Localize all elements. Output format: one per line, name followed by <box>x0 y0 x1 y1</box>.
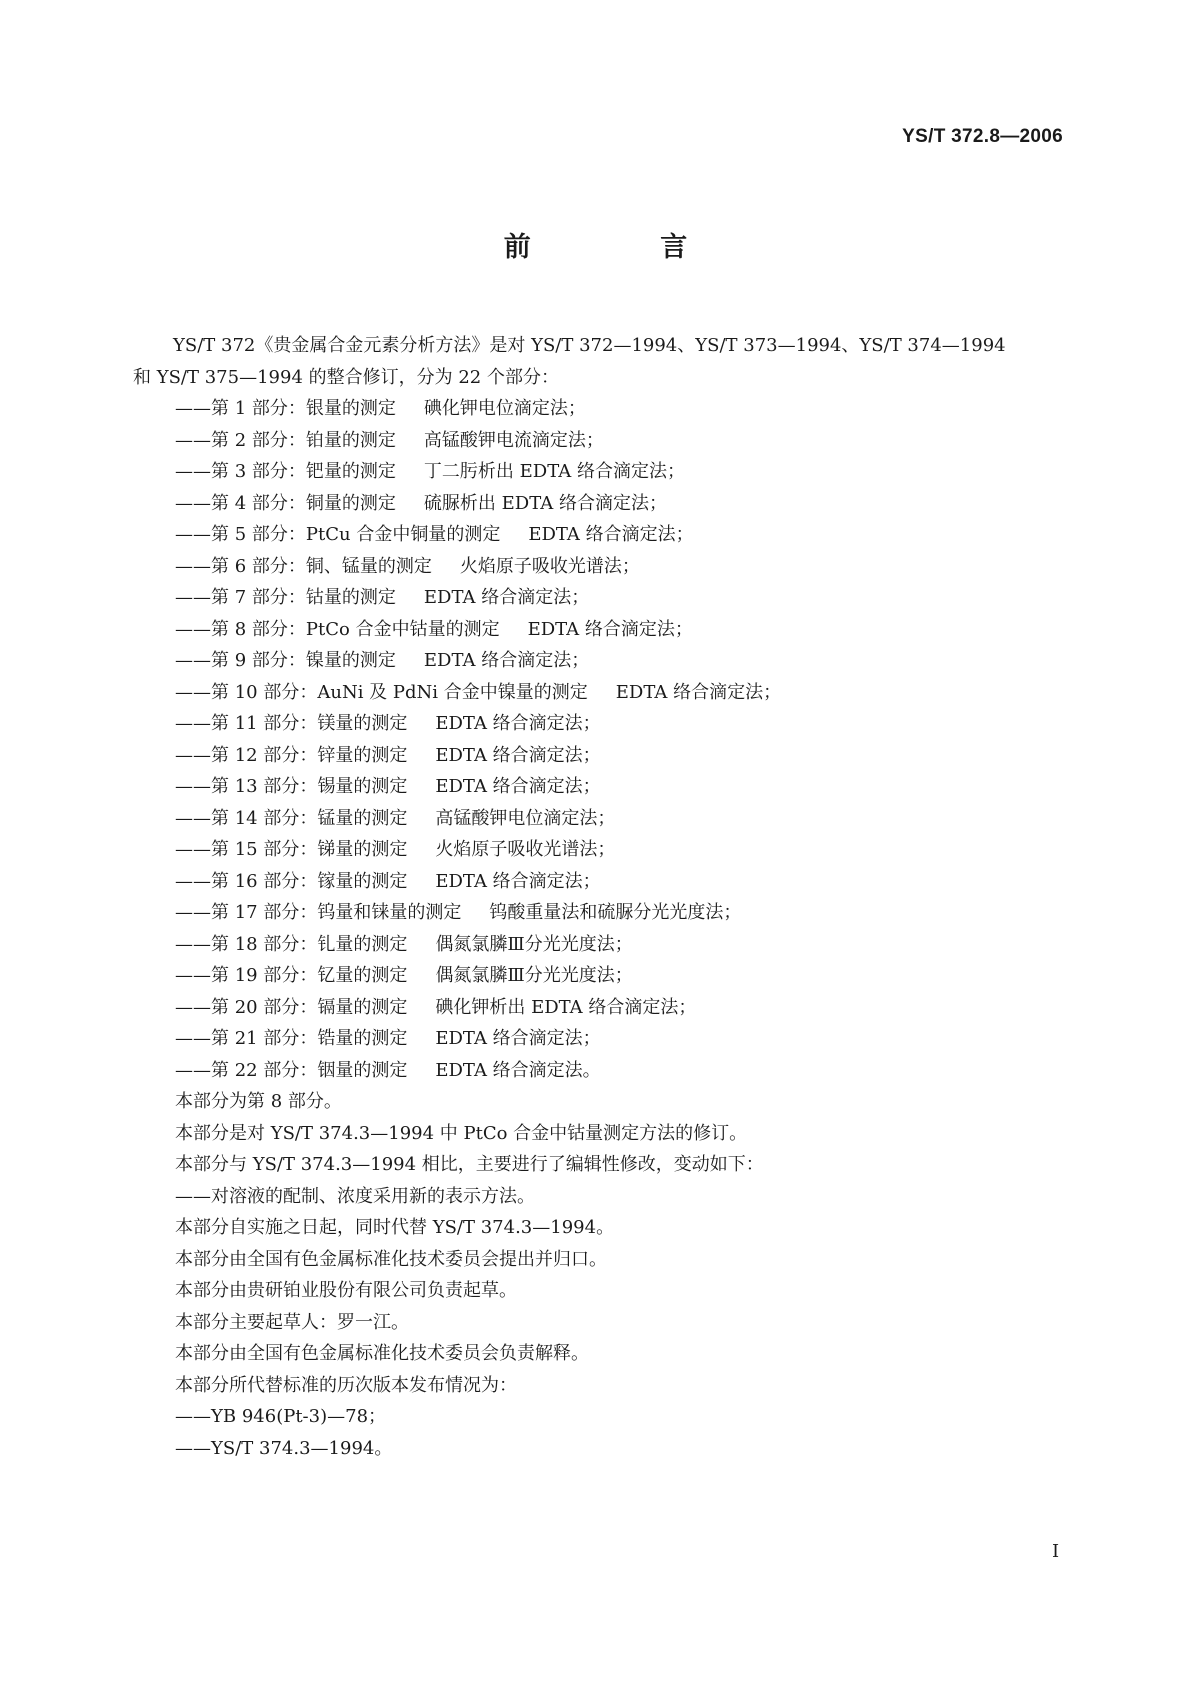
parts-list <box>133 393 1063 1086</box>
part-label: ——第 7 部分：钴量的测定 <box>175 587 396 608</box>
part-method: EDTA 络合滴定法； <box>527 618 693 640</box>
part-list-item <box>133 488 1063 520</box>
part-method: 高锰酸钾电流滴定法； <box>423 429 604 451</box>
page-number: I <box>1052 1541 1060 1562</box>
part-label: ——第 9 部分：镍量的测定 <box>175 650 396 671</box>
part-list-item <box>133 551 1063 583</box>
part-method: EDTA 络合滴定法； <box>615 681 782 703</box>
statement-line: 本部分所代替标准的历次版本发布情况为： <box>175 1374 517 1396</box>
part-list-item <box>133 677 1063 709</box>
part-method: EDTA 络合滴定法。 <box>435 1059 601 1081</box>
part-list-item <box>133 1023 1063 1055</box>
part-method: EDTA 络合滴定法； <box>435 713 601 734</box>
part-list-item <box>133 519 1063 551</box>
part-method: 丁二肟析出 EDTA 络合滴定法； <box>423 461 685 482</box>
part-list-item <box>133 614 1063 646</box>
part-label: ——第 15 部分：锑量的测定 <box>175 839 408 860</box>
part-label: ——第 5 部分：PtCu 合金中铜量的测定 <box>175 524 501 545</box>
part-label: ——第 19 部分：钇量的测定 <box>175 965 408 986</box>
part-label: ——第 6 部分：铜、锰量的测定 <box>175 555 432 577</box>
part-method: EDTA 络合滴定法； <box>435 870 601 892</box>
page-title: 前 言 <box>503 232 748 263</box>
statement-line: 本部分主要起草人：罗一江。 <box>175 1311 409 1333</box>
part-list-item <box>133 866 1063 898</box>
standard-number: YS/T 372.8—2006 <box>902 126 1063 147</box>
part-label: ——第 20 部分：镉量的测定 <box>175 996 408 1018</box>
part-label: ——第 18 部分：钆量的测定 <box>175 933 408 955</box>
part-list-item <box>133 393 1063 425</box>
part-label: ——第 2 部分：铂量的测定 <box>175 429 396 451</box>
part-label: ——第 13 部分：锡量的测定 <box>175 776 408 797</box>
statement-line: ——YS/T 374.3—1994。 <box>175 1437 393 1459</box>
part-label: ——第 3 部分：钯量的测定 <box>175 461 396 482</box>
intro-paragraph-line: YS/T 372《贵金属合金元素分析方法》是对 YS/T 372—1994、YS/T 373—1994、YS/T 374—1994 <box>173 335 1006 356</box>
statement-line: 本部分与 YS/T 374.3—1994 相比，主要进行了编辑性修改，变动如下： <box>175 1154 764 1175</box>
part-method: 偶氮氯膦Ⅲ分光光度法； <box>435 933 633 955</box>
part-label: ——第 8 部分：PtCo 合金中钴量的测定 <box>175 618 500 640</box>
part-list-item <box>133 992 1063 1024</box>
statement-line: ——YB 946(Pt-3)—78； <box>175 1406 387 1427</box>
statement-line: 本部分由贵研铂业股份有限公司负责起草。 <box>175 1280 517 1301</box>
part-method: EDTA 络合滴定法； <box>435 776 601 797</box>
part-method: EDTA 络合滴定法； <box>528 524 694 545</box>
part-list-item <box>133 771 1063 803</box>
statement-line: 本部分自实施之日起，同时代替 YS/T 374.3—1994。 <box>175 1217 615 1238</box>
part-label: ——第 21 部分：锆量的测定 <box>175 1028 408 1049</box>
part-list-item <box>133 645 1063 677</box>
part-list-item <box>133 960 1063 992</box>
part-method: EDTA 络合滴定法； <box>423 650 590 671</box>
part-list-item <box>133 582 1063 614</box>
part-method: 硫脲析出 EDTA 络合滴定法； <box>423 492 667 514</box>
part-label: ——第 14 部分：锰量的测定 <box>175 807 408 829</box>
part-label: ——第 17 部分：钨量和铼量的测定 <box>175 902 462 923</box>
part-list-item <box>133 803 1063 835</box>
part-method: 火焰原子吸收光谱法； <box>459 555 640 577</box>
part-list-item <box>133 929 1063 961</box>
part-method: 高锰酸钾电位滴定法； <box>435 807 616 829</box>
part-method: 碘化钾电位滴定法； <box>423 398 586 419</box>
part-label: ——第 16 部分：镓量的测定 <box>175 870 408 892</box>
part-method: EDTA 络合滴定法； <box>435 744 601 766</box>
part-label: ——第 4 部分：铜量的测定 <box>175 492 396 514</box>
part-method: 碘化钾析出 EDTA 络合滴定法； <box>435 996 697 1018</box>
part-method: 火焰原子吸收光谱法； <box>435 839 616 860</box>
foreword-body <box>133 330 1063 1464</box>
intro-paragraph-line: 和 YS/T 375—1994 的整合修订，分为 22 个部分： <box>133 366 559 388</box>
part-label: ——第 12 部分：锌量的测定 <box>175 744 408 766</box>
statement-line: 本部分由全国有色金属标准化技术委员会提出并归口。 <box>175 1248 607 1270</box>
statement-line: 本部分是对 YS/T 374.3—1994 中 PtCo 合金中钴量测定方法的修订。 <box>175 1122 748 1144</box>
statement-line: 本部分为第 8 部分。 <box>175 1091 342 1112</box>
statements-list <box>133 1086 1063 1464</box>
part-method: 钨酸重量法和硫脲分光光度法； <box>489 902 742 923</box>
part-list-item <box>133 708 1063 740</box>
part-label: ——第 10 部分：AuNi 及 PdNi 合金中镍量的测定 <box>175 681 588 703</box>
part-method: EDTA 络合滴定法； <box>435 1028 601 1049</box>
part-label: ——第 22 部分：铟量的测定 <box>175 1059 408 1081</box>
statement-line: ——对溶液的配制、浓度采用新的表示方法。 <box>175 1185 535 1207</box>
part-method: 偶氮氯膦Ⅲ分光光度法； <box>435 965 633 986</box>
part-list-item <box>133 897 1063 929</box>
part-list-item <box>133 456 1063 488</box>
part-list-item <box>133 740 1063 772</box>
part-list-item <box>133 425 1063 457</box>
part-label: ——第 11 部分：镁量的测定 <box>175 713 408 734</box>
part-method: EDTA 络合滴定法； <box>423 587 590 608</box>
part-list-item <box>133 1055 1063 1087</box>
statement-line: 本部分由全国有色金属标准化技术委员会负责解释。 <box>175 1343 589 1364</box>
part-label: ——第 1 部分：银量的测定 <box>175 398 396 419</box>
part-list-item <box>133 834 1063 866</box>
